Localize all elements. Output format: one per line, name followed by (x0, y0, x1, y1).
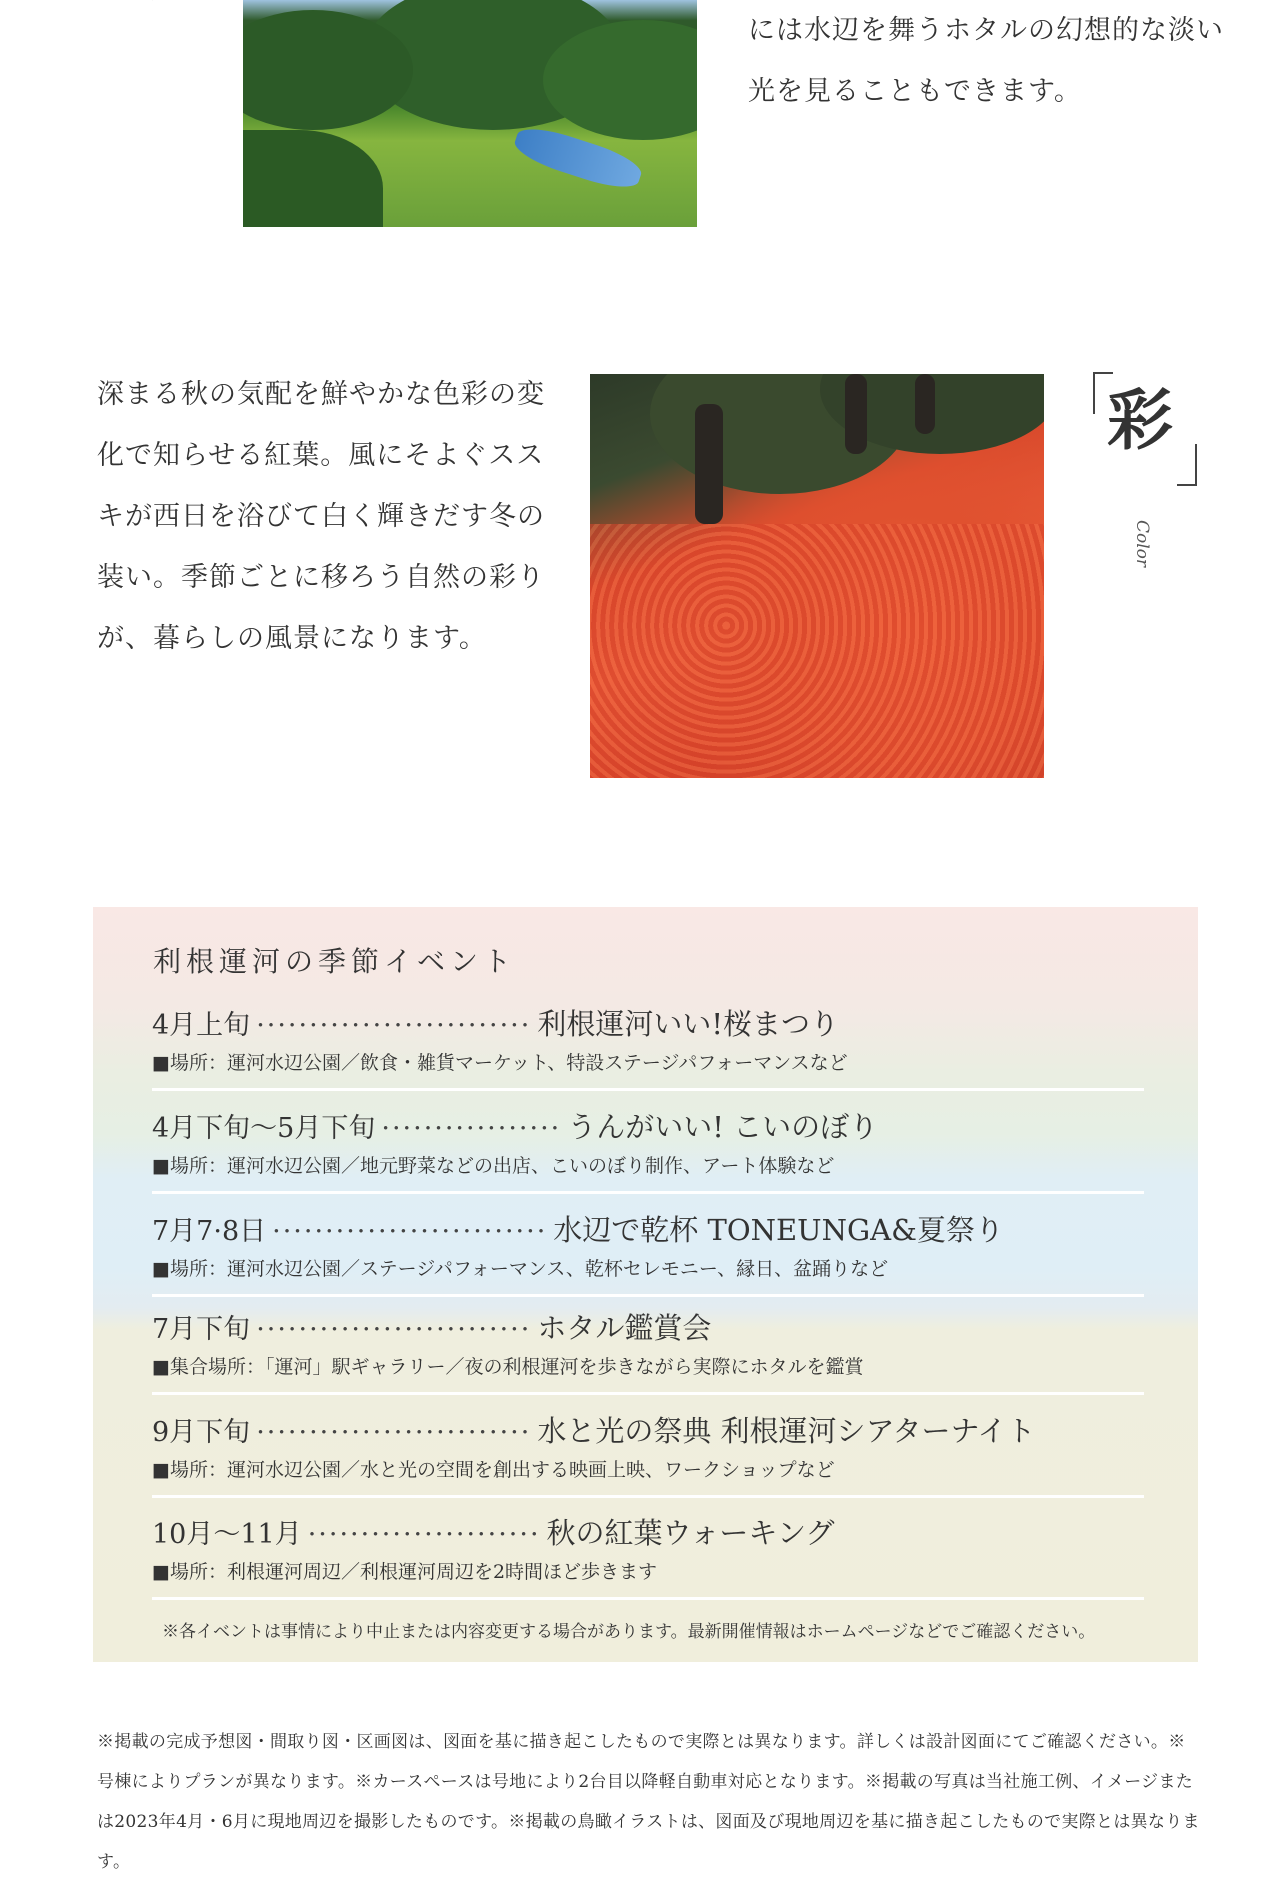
row-divider (152, 1392, 1144, 1395)
vertical-english-label: Color (1132, 520, 1152, 568)
event-detail: ■場所：運河水辺公園／水と光の空間を創出する映画上映、ワークショップなど (152, 1459, 835, 1481)
event-date: 10月〜11月 (152, 1519, 302, 1550)
kanji-heading-box (1093, 372, 1197, 486)
row-divider (152, 1088, 1144, 1091)
event-name: 秋の紅葉ウォーキング (546, 1516, 835, 1550)
leader-dots: ·························· (256, 1417, 532, 1448)
leader-dots: ················· (381, 1113, 562, 1144)
event-date: 9月下旬 (152, 1417, 251, 1448)
red-spider-lily-photo (590, 374, 1044, 778)
disclaimer-footer: ※掲載の完成予想図・間取り図・区画図は、図面を基に描き起こしたもので実際とは異なります。詳しくは設計図面にてご確認ください。※号棟によりプランが異なります。※カースペースは号地により2台目以降軽自動車対応となります。※掲載の写真は当社施工例、イメージまたは2023年4月・6月に現地周辺を撮影したものです。※掲載の鳥瞰イラストは、図面及び現地周辺を基に描き起こしたもので実際とは異なります。 (97, 1732, 1200, 1872)
event-detail: ■集合場所：「運河」駅ギャラリー／夜の利根運河を歩きながら実際にホタルを鑑賞 (152, 1356, 864, 1378)
event-name: 利根運河いい!桜まつり (537, 1007, 839, 1041)
autumn-paragraph: 深まる秋の気配を鮮やかな色彩の変化で知らせる紅葉。風にそよぐススキが西日を浴びて白く輝きだす冬の装い。季節ごとに移ろう自然の彩りが、暮らしの風景になります。 (97, 379, 545, 654)
event-date: 4月上旬 (152, 1010, 251, 1041)
kanji-heading: 彩 (1107, 381, 1173, 459)
row-divider (152, 1597, 1144, 1600)
leader-dots: ·························· (272, 1216, 548, 1247)
event-name: うんがいい! こいのぼり (567, 1110, 879, 1144)
leader-dots: ······················ (307, 1519, 541, 1550)
river-landscape-photo (243, 0, 697, 227)
leader-dots: ·························· (256, 1314, 532, 1345)
event-date: 7月7·8日 (152, 1216, 267, 1247)
row-divider (152, 1191, 1144, 1194)
event-detail: ■場所：利根運河周辺／利根運河周辺を2時間ほど歩きます (152, 1561, 658, 1583)
row-divider (152, 1294, 1144, 1297)
event-name: ホタル鑑賞会 (537, 1311, 712, 1345)
event-name: 水と光の祭典 利根運河シアターナイト (537, 1414, 1036, 1448)
event-name: 水辺で乾杯 TONEUNGA&夏祭り (553, 1213, 1004, 1247)
event-detail: ■場所：運河水辺公園／ステージパフォーマンス、乾杯セレモニー、縁日、盆踊りなど (152, 1258, 889, 1280)
firefly-paragraph: には水辺を舞うホタルの幻想的な淡い光を見ることもできます。 (748, 15, 1224, 107)
vertical-english-label-top (138, 0, 156, 1)
events-title: 利根運河の季節イベント (153, 945, 517, 978)
event-detail: ■場所：運河水辺公園／飲食・雑貨マーケット、特設ステージパフォーマンスなど (152, 1052, 848, 1074)
row-divider (152, 1495, 1144, 1498)
event-date: 4月下旬〜5月下旬 (152, 1113, 376, 1144)
events-note: ※各イベントは事情により中止または内容変更する場合があります。最新開催情報はホームページなどでご確認ください。 (162, 1622, 1096, 1642)
leader-dots: ·························· (256, 1010, 532, 1041)
event-detail: ■場所：運河水辺公園／地元野菜などの出店、こいのぼり制作、アート体験など (152, 1155, 835, 1177)
event-date: 7月下旬 (152, 1314, 251, 1345)
